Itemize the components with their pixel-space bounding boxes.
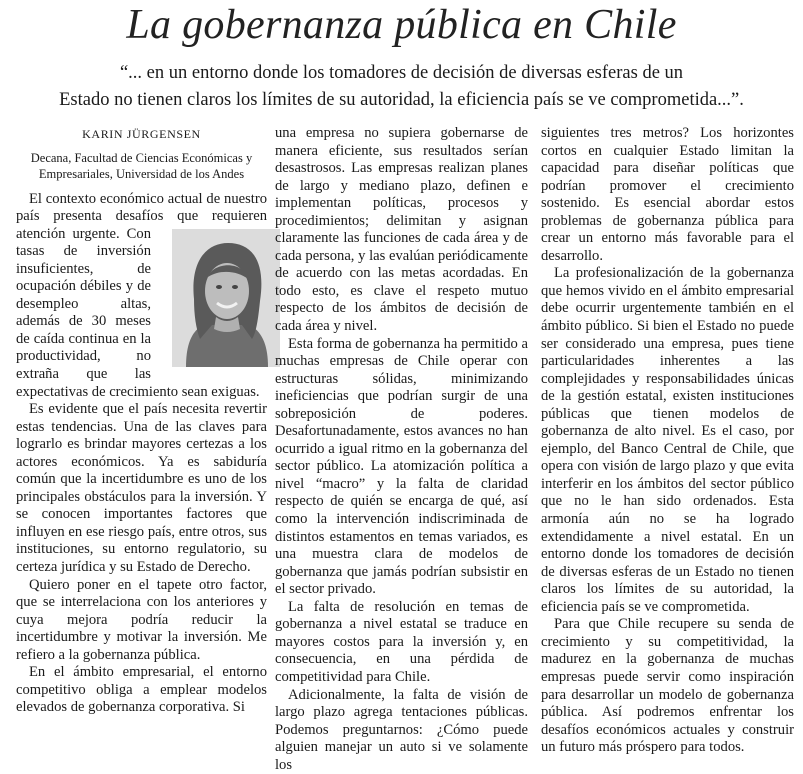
pull-quote-line: “... en un entorno donde los tomadores de decisión de diversas esferas de un xyxy=(20,60,783,87)
paragraph-continued: siguientes tres metros? Los horizontes cortos en cualquier Estado limitan la capacidad para diseñar políticas que podrían promover el crecimiento sostenido. Es esencial abordar estos problemas de gobernanza pública para crear un entorno más favorable para el desarrollo. xyxy=(541,125,794,265)
paragraph: Esta forma de gobernanza ha permitido a muchas empresas de Chile operar con estructuras sólidas, minimizando ineficiencias que podrían surgir de una sobreposición de poderes. Desafortunadamente, estos avances no han ocurrido a igual ritmo en la gobernanza del sector público. La atomización política a nivel “macro” y la falta de claridad respecto de quién se encarga de qué, así como la intervención indiscriminada de distintos estamentos en temas variados, es una muestra clara de modelos de gobernanza que jamás podrían subsistir en el sector privado. xyxy=(275,336,528,599)
column-1 xyxy=(16,126,267,717)
paragraph: Adicionalmente, la falta de visión de largo plazo agrega tentaciones públicas. Podemos preguntarnos: ¿Cómo puede alguien manejar un auto si ve solamente los xyxy=(275,687,528,774)
paragraph: El contexto económico actual de nuestro país presenta desafíos que requieren atención urgente. Con tasas de inversión insuficientes, de ocupación débiles y de desempleo altas, además de 30 meses de caída continua en la productividad, no extraña que las expectativas de crecimiento sean exiguas. xyxy=(16,191,267,402)
column-2 xyxy=(275,125,528,774)
pull-quote xyxy=(20,60,783,114)
paragraph: La profesionalización de la gobernanza que hemos vivido en el ámbito empresarial debe ocurrir urgentemente también en el ámbito público. Si bien el Estado no puede ser considerado una empresa, pues tiene particularidades inherentes a las complejidades y responsabilidades únicas de la gestión estatal, existen instituciones públicas que tienen modelos de gobernanza de alto nivel. Es el caso, por ejemplo, del Banco Central de Chile, que opera con visión de largo plazo y que evita interferir en los ámbitos del sector público que no le han sido ordenados. Esta armonía aún no se ha logrado extendidamente a nivel estatal. En un entorno donde los tomadores de decisión de diversas esferas de un Estado no tienen claros los límites de su autoridad, la eficiencia país se ve comprometida. xyxy=(541,265,794,616)
author-portrait-icon xyxy=(172,229,280,367)
author-name: KARIN JÜRGENSEN xyxy=(16,126,267,144)
paragraph-continued: una empresa no supiera gobernarse de manera eficiente, sus resultados serían desastrosos. Las empresas realizan planes de largo y mediano plazo, definen e implementan políticas, procesos y procedimientos; delimitan y asignan claramente las funciones de cada área y de cada persona, y las evalúan periódicamente de acuerdo con las metas acordadas. En todo esto, es clave el respeto mutuo respecto de los ámbitos de decisión de cada área y nivel. xyxy=(275,125,528,336)
paragraph: En el ámbito empresarial, el entorno competitivo obliga a emplear modelos elevados de gobernanza corporativa. Si xyxy=(16,664,267,717)
author-photo xyxy=(159,229,267,367)
paragraph: La falta de resolución en temas de gobernanza a nivel estatal se traduce en mayores costos para la inversión y, en consecuencia, en una pérdida de competitividad para Chile. xyxy=(275,599,528,687)
pull-quote-line: Estado no tienen claros los límites de su autoridad, la eficiencia país se ve comprometida...”. xyxy=(20,87,783,114)
article-title: La gobernanza pública en Chile xyxy=(0,2,803,48)
paragraph: Es evidente que el país necesita revertir estas tendencias. Una de las claves para lograrlo es brindar mayores certezas a los actores económicos. Ya es sabiduría común que la incertidumbre es uno de los principales obstáculos para la inversión. Y se conocen importantes factores que influyen en ese riesgo país, entre otros, sus instituciones, su entorno regulatorio, su certeza jurídica y su Estado de Derecho. xyxy=(16,401,267,576)
paragraph: Quiero poner en el tapete otro factor, que se interrelaciona con los anteriores y cuya mejora podría reducir la incertidumbre y motivar la inversión. Me refiero a la gobernanza pública. xyxy=(16,577,267,665)
column-3 xyxy=(541,125,794,757)
paragraph: Para que Chile recupere su senda de crecimiento y su competitividad, la madurez en la gobernanza de muchas empresas puede servir como inspiración para desarrollar un modelo de gobernanza pública. Así podremos enfrentar los desafíos económicos actuales y construir un futuro más próspero para todos. xyxy=(541,616,794,756)
author-affiliation: Decana, Facultad de Ciencias Económicas y Empresariales, Universidad de los Andes xyxy=(16,150,267,182)
